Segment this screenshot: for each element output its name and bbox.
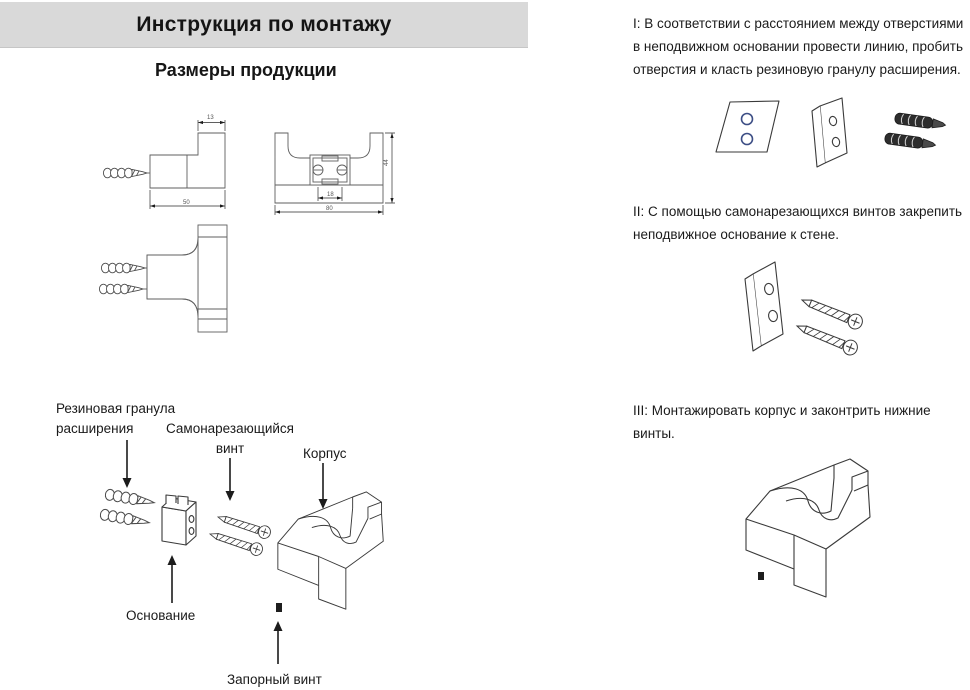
dim-front-width: 80: [326, 206, 333, 212]
label-locking-screw: Запорный винт: [227, 672, 322, 687]
step3-text: III: Монтажировать корпус и законтрить нижние винты.: [633, 403, 931, 441]
locking-screw-icon: [758, 572, 764, 580]
anchor-part-icon: [103, 168, 147, 178]
drawing-front-view: [268, 105, 418, 220]
drawing-side-view: [95, 107, 265, 217]
base-part-icon: [162, 495, 196, 545]
anchor-part-icon: [99, 284, 143, 294]
section-subtitle: Размеры продукции: [155, 60, 337, 80]
drawing-profile-view: [85, 222, 245, 364]
locking-screw-icon: [276, 603, 282, 612]
anchor-part-icon: [101, 263, 145, 273]
label-body: Корпус: [303, 446, 347, 461]
step3-illustration: [725, 445, 970, 645]
hook-body-icon: [278, 492, 383, 609]
exploded-diagram: [40, 395, 400, 690]
step1-text: I: В соответствии с расстоянием между отверстиями в неподвижном основании провести линию, пробить отверстия и класть резиновую гранулу расширения.: [633, 16, 964, 77]
dim-side-width: 50: [183, 200, 190, 206]
step2-text: II: С помощью самонарезающихся винтов закрепить неподвижное основание к стене.: [633, 204, 963, 242]
dim-hole-spacing: 18: [327, 192, 334, 198]
title-bar: [0, 2, 528, 48]
dim-hook-depth: 13: [207, 115, 214, 121]
anchor-part-icon: [105, 489, 156, 508]
label-base: Основание: [126, 608, 196, 623]
screw-part-icon: [799, 293, 864, 331]
anchor-part-icon: [884, 133, 936, 151]
dim-front-height: 44: [384, 159, 390, 166]
anchor-part-icon: [894, 113, 946, 131]
hook-body-icon: [746, 459, 870, 597]
page-title: Инструкция по монтажу: [136, 12, 392, 36]
label-self-tapping-screw: Самонарезающийся винт: [166, 421, 294, 456]
base-plate-icon: [812, 98, 847, 167]
step1-illustration: [695, 88, 970, 203]
step2-illustration: [735, 252, 925, 387]
label-expansion-anchor: Резиновая гранула расширения: [56, 401, 176, 436]
anchor-part-icon: [100, 509, 151, 528]
base-plate-icon: [745, 262, 783, 351]
